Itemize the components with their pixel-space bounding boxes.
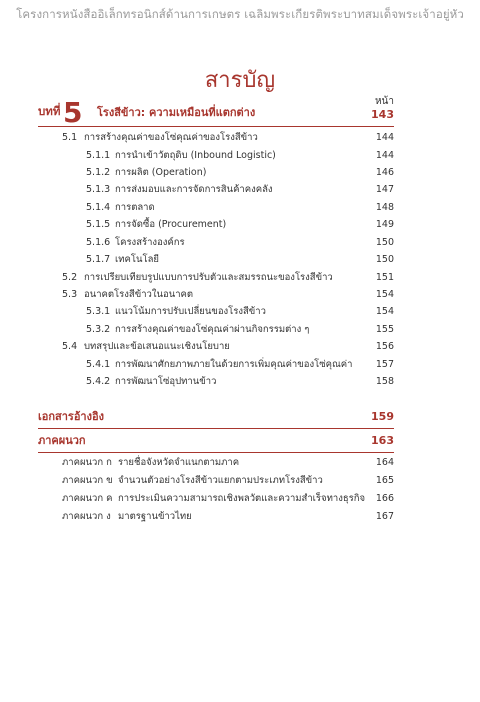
entry-number: 5.4.1 — [86, 359, 111, 370]
page-column-label: หน้า — [374, 96, 394, 107]
appendix-entry-number: ภาคผนวก ข — [62, 475, 113, 486]
entry-label: การพัฒนาโซ่อุปทานข้าว — [115, 376, 217, 387]
toc-entry[interactable] — [0, 166, 394, 180]
entry-number: 5.4 — [62, 341, 78, 352]
appendix-entry-page: 164 — [375, 457, 394, 468]
entry-page: 156 — [375, 341, 394, 352]
appendix-entry-page: 165 — [375, 475, 394, 486]
appendix-entry-page: 167 — [375, 511, 394, 522]
entry-label: การส่งมอบและการจัดการสินค้าคงคลัง — [115, 184, 273, 195]
entry-number: 5.3 — [62, 289, 78, 300]
entry-number: 5.2 — [62, 272, 78, 283]
toc-entry[interactable] — [0, 271, 394, 285]
references-heading[interactable] — [38, 408, 394, 426]
entry-page: 146 — [375, 167, 394, 178]
appendix-page: 163 — [371, 434, 394, 447]
entry-number: 5.1.4 — [86, 202, 111, 213]
entry-number: 5.4.2 — [86, 376, 111, 387]
running-header: โครงการหนังสืออิเล็กทรอนิกส์ด้านการเกษตร เฉลิมพระเกียรติพระบาทสมเด็จพระเจ้าอยู่หัว — [16, 7, 464, 21]
entry-page: 157 — [375, 359, 394, 370]
entry-label: อนาคตโรงสีข้าวในอนาคต — [84, 289, 194, 300]
appendix-entry[interactable] — [0, 492, 394, 506]
entry-page: 154 — [375, 289, 394, 300]
chapter-title: โรงสีข้าว: ความเหมือนที่แตกต่าง — [97, 106, 256, 119]
appendix-entry-number: ภาคผนวก ก — [62, 457, 112, 468]
entry-page: 144 — [375, 150, 394, 161]
entry-page: 151 — [375, 272, 394, 283]
entry-label: แนวโน้มการปรับเปลี่ยนของโรงสีข้าว — [115, 306, 266, 317]
entry-label: การพัฒนาศักยภาพภายในด้วยการเพิ่มคุณค่าของโซ่คุณค่า — [115, 359, 353, 370]
entry-label: การผลิต (Operation) — [115, 167, 207, 178]
entry-label: การสร้างคุณค่าของโซ่คุณค่าของโรงสีข้าว — [84, 132, 258, 143]
appendix-entry-number: ภาคผนวก ค — [62, 493, 113, 504]
entry-number: 5.1.7 — [86, 254, 111, 265]
entry-number: 5.1.6 — [86, 237, 111, 248]
entry-number: 5.3.2 — [86, 324, 111, 335]
toc-entry[interactable] — [0, 375, 394, 389]
toc-entry[interactable] — [0, 323, 394, 337]
toc-entry[interactable] — [0, 288, 394, 302]
entry-label: บทสรุปและข้อเสนอแนะเชิงนโยบาย — [84, 341, 230, 352]
entry-page: 149 — [375, 219, 394, 230]
entry-label: การสร้างคุณค่าของโซ่คุณค่าผ่านกิจกรรมต่าง ๆ — [115, 324, 310, 335]
references-page: 159 — [371, 410, 394, 423]
appendix-entry-number: ภาคผนวก ง — [62, 511, 111, 522]
entry-label: การนำเข้าวัตถุดิบ (Inbound Logistic) — [115, 150, 276, 161]
entry-page: 158 — [375, 376, 394, 387]
toc-entry[interactable] — [0, 183, 394, 197]
entry-label: การตลาด — [115, 202, 155, 213]
entry-page: 155 — [375, 324, 394, 335]
entry-page: 154 — [375, 306, 394, 317]
chapter-heading[interactable] — [38, 96, 394, 127]
appendix-entry-label: จำนวนตัวอย่างโรงสีข้าวแยกตามประเภทโรงสีข้าว — [118, 475, 323, 486]
appendix-heading[interactable] — [38, 432, 394, 450]
divider — [38, 428, 394, 429]
toc-title: สารบัญ — [204, 68, 276, 93]
appendix-entry-label: มาตรฐานข้าวไทย — [118, 511, 192, 522]
appendix-entry-page: 166 — [375, 493, 394, 504]
entry-number: 5.3.1 — [86, 306, 111, 317]
entry-label: การเปรียบเทียบรูปแบบการปรับตัวและสมรรถนะของโรงสีข้าว — [84, 272, 333, 283]
toc-entry[interactable] — [0, 305, 394, 319]
chapter-number: 5 — [63, 96, 83, 129]
appendix-entry-label: การประเมินความสามารถเชิงพลวัตและความสำเร็จทางธุรกิจ — [118, 493, 366, 504]
toc-entry[interactable] — [0, 131, 394, 145]
toc-entry[interactable] — [0, 358, 394, 372]
toc-entry[interactable] — [0, 236, 394, 250]
chapter-prefix: บทที่ — [38, 104, 61, 118]
entry-page: 150 — [375, 254, 394, 265]
divider — [38, 452, 394, 453]
entry-number: 5.1.3 — [86, 184, 111, 195]
appendix-entry[interactable] — [0, 474, 394, 488]
entry-number: 5.1.5 — [86, 219, 111, 230]
chapter-page: 143 — [371, 108, 394, 121]
entry-page: 144 — [375, 132, 394, 143]
entry-page: 148 — [375, 202, 394, 213]
entry-label: การจัดซื้อ (Procurement) — [115, 219, 227, 230]
appendix-label: ภาคผนวก — [38, 434, 86, 447]
toc-entry[interactable] — [0, 218, 394, 232]
toc-entry[interactable] — [0, 340, 394, 354]
appendix-entry-label: รายชื่อจังหวัดจำแนกตามภาค — [118, 457, 240, 468]
appendix-entry[interactable] — [0, 456, 394, 470]
toc-entry[interactable] — [0, 253, 394, 267]
entry-page: 147 — [375, 184, 394, 195]
references-label: เอกสารอ้างอิง — [38, 410, 104, 423]
entry-label: เทคโนโลยี — [115, 254, 159, 265]
appendix-entry[interactable] — [0, 510, 394, 524]
entry-label: โครงสร้างองค์กร — [115, 237, 185, 248]
entry-number: 5.1 — [62, 132, 78, 143]
entry-number: 5.1.1 — [86, 150, 111, 161]
toc-entry[interactable] — [0, 149, 394, 163]
entry-number: 5.1.2 — [86, 167, 111, 178]
entry-page: 150 — [375, 237, 394, 248]
toc-entry[interactable] — [0, 201, 394, 215]
